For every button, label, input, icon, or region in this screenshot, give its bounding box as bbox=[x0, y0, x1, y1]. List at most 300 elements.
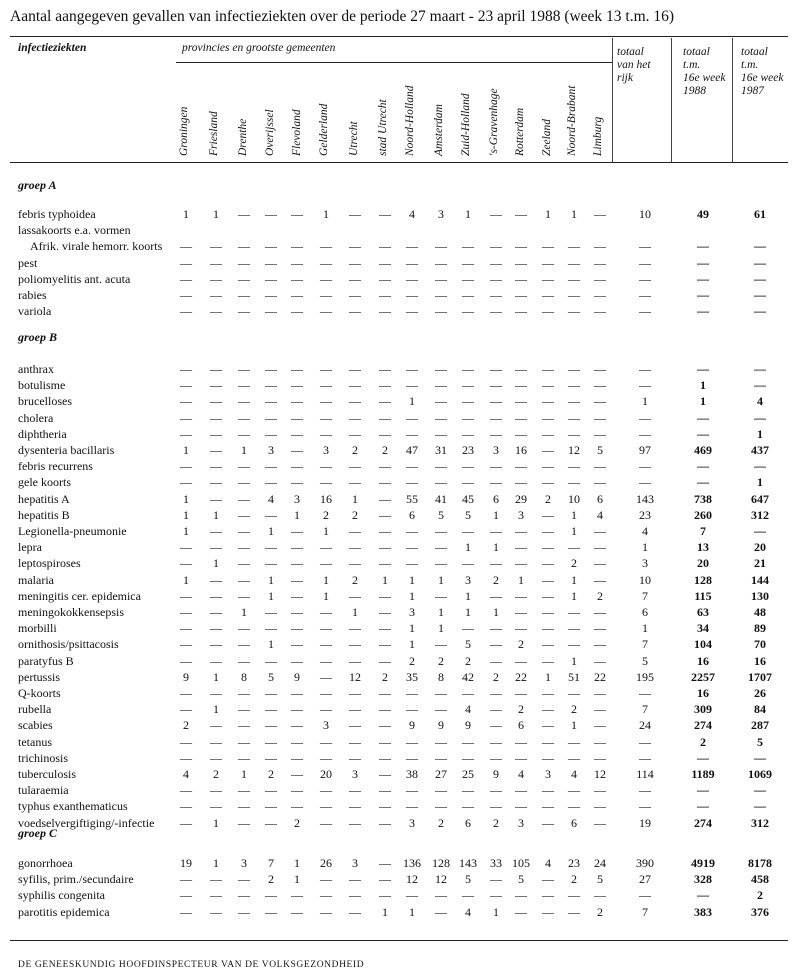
cell-value: — bbox=[542, 872, 554, 887]
total-1988-header-line: t.m. bbox=[683, 59, 701, 71]
cell-value: 1 bbox=[493, 605, 499, 619]
cell-value: — bbox=[238, 783, 250, 798]
total-rijk-value: — bbox=[639, 750, 651, 765]
cell-value: — bbox=[349, 653, 361, 668]
cell-value: — bbox=[594, 524, 606, 538]
cell-value: — bbox=[568, 904, 580, 919]
cell-value: 29 bbox=[515, 491, 527, 506]
total-1988-value: 1189 bbox=[691, 767, 715, 781]
total-rijk-value: 7 bbox=[642, 588, 648, 603]
cell-value: — bbox=[265, 255, 277, 270]
cell-value: 23 bbox=[568, 856, 580, 870]
cell-value: — bbox=[265, 686, 277, 700]
cell-value: — bbox=[594, 718, 606, 733]
cell-value: — bbox=[349, 718, 361, 733]
cell-value: — bbox=[594, 378, 606, 393]
cell-value: — bbox=[379, 605, 391, 619]
total-1988-value: 20 bbox=[697, 556, 709, 571]
cell-value: 10 bbox=[568, 491, 580, 506]
cell-value: — bbox=[568, 888, 580, 903]
cell-value: — bbox=[238, 799, 250, 814]
cell-value: — bbox=[349, 410, 361, 425]
total-1987-value: — bbox=[754, 799, 766, 814]
cell-value: — bbox=[462, 362, 474, 376]
table-row bbox=[0, 669, 800, 685]
cell-value: 1 bbox=[409, 588, 415, 603]
cell-value: — bbox=[291, 637, 303, 652]
cell-value: — bbox=[515, 750, 527, 765]
cell-value: — bbox=[490, 426, 502, 441]
cell-value: 1 bbox=[323, 207, 329, 221]
cell-value: — bbox=[542, 750, 554, 765]
disease-name: typhus exanthematicus bbox=[18, 799, 128, 814]
cell-value: — bbox=[542, 734, 554, 749]
cell-value: — bbox=[515, 255, 527, 270]
cell-value: 23 bbox=[462, 443, 474, 457]
cell-value: — bbox=[210, 362, 222, 376]
total-rijk-value: 4 bbox=[642, 524, 648, 538]
cell-value: — bbox=[180, 588, 192, 603]
cell-value: 1 bbox=[352, 491, 358, 506]
cell-value: — bbox=[462, 556, 474, 571]
total-1987-header-line: t.m. bbox=[741, 59, 759, 71]
cell-value: — bbox=[435, 904, 447, 919]
cell-value: — bbox=[238, 304, 250, 319]
cell-value: — bbox=[180, 394, 192, 409]
cell-value: — bbox=[320, 872, 332, 887]
table-row bbox=[0, 361, 800, 377]
column-header-label: Noord-Holland bbox=[404, 85, 416, 156]
cell-value: — bbox=[542, 605, 554, 619]
disease-name: pertussis bbox=[18, 669, 60, 684]
total-rijk-value: 7 bbox=[642, 904, 648, 919]
cell-value: — bbox=[210, 734, 222, 749]
cell-value: — bbox=[210, 637, 222, 652]
cell-value: — bbox=[291, 572, 303, 587]
cell-value: — bbox=[349, 734, 361, 749]
total-rijk-value: 6 bbox=[642, 605, 648, 619]
total-rijk-value: 114 bbox=[636, 767, 654, 781]
cell-value: — bbox=[349, 207, 361, 221]
cell-value: — bbox=[320, 605, 332, 619]
table-row bbox=[0, 782, 800, 798]
cell-value: — bbox=[515, 288, 527, 302]
cell-value: 12 bbox=[435, 872, 447, 887]
cell-value: — bbox=[490, 475, 502, 490]
cell-value: — bbox=[349, 799, 361, 814]
total-1988-value: — bbox=[697, 888, 709, 903]
cell-value: 1 bbox=[352, 605, 358, 619]
disease-name: voedselvergiftiging/-infectie bbox=[18, 815, 155, 830]
cell-value: 3 bbox=[294, 491, 300, 506]
cell-value: — bbox=[238, 588, 250, 603]
table-row bbox=[0, 620, 800, 636]
table-row bbox=[0, 271, 800, 287]
table-row bbox=[0, 206, 800, 222]
cell-value: — bbox=[435, 271, 447, 286]
cell-value: — bbox=[210, 572, 222, 587]
total-1988-value: 104 bbox=[694, 637, 712, 652]
total-1988-value: 1 bbox=[700, 378, 706, 393]
cell-value: — bbox=[238, 475, 250, 490]
cell-value: — bbox=[490, 621, 502, 636]
disease-name: anthrax bbox=[18, 362, 54, 376]
cell-value: 9 bbox=[183, 669, 189, 684]
total-1987-value: 287 bbox=[751, 718, 769, 733]
disease-name: cholera bbox=[18, 410, 54, 425]
cell-value: 4 bbox=[268, 491, 274, 506]
cell-value: — bbox=[594, 410, 606, 425]
cell-value: — bbox=[349, 304, 361, 319]
cell-value: — bbox=[379, 540, 391, 555]
cell-value: — bbox=[542, 524, 554, 538]
cell-value: — bbox=[291, 207, 303, 221]
cell-value: — bbox=[265, 653, 277, 668]
cell-value: 1 bbox=[493, 904, 499, 919]
cell-value: 55 bbox=[406, 491, 418, 506]
table-row bbox=[0, 458, 800, 474]
cell-value: — bbox=[320, 734, 332, 749]
top-rule bbox=[10, 36, 788, 37]
cell-value: — bbox=[379, 815, 391, 830]
cell-value: — bbox=[379, 255, 391, 270]
cell-value: — bbox=[435, 783, 447, 798]
cell-value: — bbox=[238, 637, 250, 652]
cell-value: — bbox=[515, 378, 527, 393]
cell-value: — bbox=[515, 621, 527, 636]
table-row bbox=[0, 871, 800, 887]
cell-value: — bbox=[238, 507, 250, 522]
cell-value: 1 bbox=[213, 856, 219, 870]
cell-value: — bbox=[568, 799, 580, 814]
total-1987-value: 21 bbox=[754, 556, 766, 571]
cell-value: — bbox=[238, 207, 250, 221]
cell-value: — bbox=[180, 621, 192, 636]
cell-value: — bbox=[180, 605, 192, 619]
cell-value: 2 bbox=[294, 815, 300, 830]
disease-name: meningitis cer. epidemica bbox=[18, 588, 141, 603]
total-1988-value: 260 bbox=[694, 507, 712, 522]
total-1988-value: 115 bbox=[694, 588, 712, 603]
disease-name: scabies bbox=[18, 718, 53, 733]
cell-value: — bbox=[594, 572, 606, 587]
cell-value: — bbox=[594, 799, 606, 814]
cell-value: — bbox=[291, 443, 303, 457]
cell-value: — bbox=[238, 378, 250, 393]
cell-value: — bbox=[349, 702, 361, 717]
cell-value: — bbox=[490, 524, 502, 538]
cell-value: — bbox=[180, 904, 192, 919]
cell-value: — bbox=[349, 872, 361, 887]
total-1987-value: 1069 bbox=[748, 767, 772, 781]
cell-value: — bbox=[238, 271, 250, 286]
cell-value: — bbox=[379, 783, 391, 798]
cell-value: — bbox=[542, 443, 554, 457]
cell-value: — bbox=[210, 904, 222, 919]
cell-value: — bbox=[210, 304, 222, 319]
total-1987-value: 312 bbox=[751, 507, 769, 522]
cell-value: 1 bbox=[409, 572, 415, 587]
cell-value: — bbox=[379, 588, 391, 603]
cell-value: — bbox=[265, 783, 277, 798]
cell-value: — bbox=[435, 686, 447, 700]
cell-value: — bbox=[515, 653, 527, 668]
cell-value: 2 bbox=[493, 815, 499, 830]
cell-value: — bbox=[406, 524, 418, 538]
cell-value: — bbox=[462, 410, 474, 425]
cell-value: — bbox=[406, 799, 418, 814]
cell-value: — bbox=[238, 621, 250, 636]
cell-value: — bbox=[379, 686, 391, 700]
cell-value: 3 bbox=[518, 507, 524, 522]
cell-value: — bbox=[180, 815, 192, 830]
table-row bbox=[0, 636, 800, 652]
cell-value: — bbox=[379, 507, 391, 522]
cell-value: — bbox=[542, 288, 554, 302]
cell-value: 16 bbox=[515, 443, 527, 457]
table-row bbox=[0, 491, 800, 507]
total-1988-value: 49 bbox=[697, 207, 709, 221]
total-rijk-value: 1 bbox=[642, 621, 648, 636]
total-1987-value: — bbox=[754, 239, 766, 254]
cell-value: 3 bbox=[409, 815, 415, 830]
cell-value: 2 bbox=[352, 507, 358, 522]
cell-value: — bbox=[406, 271, 418, 286]
cell-value: 12 bbox=[594, 767, 606, 781]
cell-value: 1 bbox=[268, 588, 274, 603]
cell-value: — bbox=[379, 410, 391, 425]
cell-value: — bbox=[180, 410, 192, 425]
cell-value: — bbox=[320, 288, 332, 302]
total-1988-value: — bbox=[697, 410, 709, 425]
total-1988-value: 274 bbox=[694, 815, 712, 830]
table-row bbox=[0, 717, 800, 733]
cell-value: — bbox=[435, 255, 447, 270]
cell-value: — bbox=[406, 750, 418, 765]
cell-value: — bbox=[320, 410, 332, 425]
total-1988-header-line: 16e week bbox=[683, 72, 726, 84]
column-header-label: Noord-Brabant bbox=[566, 85, 578, 156]
cell-value: — bbox=[515, 475, 527, 490]
cell-value: — bbox=[462, 288, 474, 302]
cell-value: — bbox=[542, 459, 554, 474]
table-row bbox=[0, 734, 800, 750]
table-row bbox=[0, 255, 800, 271]
cell-value: 3 bbox=[323, 718, 329, 733]
cell-value: — bbox=[435, 410, 447, 425]
cell-value: — bbox=[490, 702, 502, 717]
cell-value: 3 bbox=[518, 815, 524, 830]
cell-value: 136 bbox=[403, 856, 421, 870]
cell-value: — bbox=[406, 734, 418, 749]
total-rijk-value: — bbox=[639, 426, 651, 441]
cell-value: — bbox=[320, 904, 332, 919]
total-rijk-value: — bbox=[639, 271, 651, 286]
cell-value: — bbox=[320, 637, 332, 652]
cell-value: 16 bbox=[320, 491, 332, 506]
cell-value: — bbox=[379, 750, 391, 765]
table-row bbox=[0, 410, 800, 426]
cell-value: — bbox=[490, 637, 502, 652]
total-1987-value: 437 bbox=[751, 443, 769, 457]
cell-value: 1 bbox=[465, 605, 471, 619]
total-1988-value: — bbox=[697, 239, 709, 254]
total-1988-value: 34 bbox=[697, 621, 709, 636]
cell-value: 2 bbox=[352, 572, 358, 587]
table-row bbox=[0, 555, 800, 571]
cell-value: 1 bbox=[465, 540, 471, 555]
cell-value: — bbox=[291, 734, 303, 749]
total-1987-header-line: 1987 bbox=[741, 85, 764, 97]
cell-value: 2 bbox=[352, 443, 358, 457]
cell-value: — bbox=[490, 239, 502, 254]
cell-value: 8 bbox=[241, 669, 247, 684]
total-1987-value: 48 bbox=[754, 605, 766, 619]
table-row bbox=[0, 474, 800, 490]
total-1987-value: 647 bbox=[751, 491, 769, 506]
cell-value: — bbox=[542, 239, 554, 254]
cell-value: 4 bbox=[465, 904, 471, 919]
cell-value: — bbox=[568, 410, 580, 425]
cell-value: — bbox=[349, 888, 361, 903]
total-1988-value: — bbox=[697, 459, 709, 474]
cell-value: 3 bbox=[268, 443, 274, 457]
cell-value: — bbox=[515, 394, 527, 409]
cell-value: — bbox=[542, 378, 554, 393]
cell-value: — bbox=[238, 524, 250, 538]
cell-value: — bbox=[594, 288, 606, 302]
cell-value: — bbox=[515, 799, 527, 814]
cell-value: — bbox=[435, 459, 447, 474]
cell-value: — bbox=[291, 524, 303, 538]
total-1987-value: 89 bbox=[754, 621, 766, 636]
table-row bbox=[0, 377, 800, 393]
bottom-rule bbox=[10, 940, 788, 941]
cell-value: — bbox=[490, 271, 502, 286]
cell-value: — bbox=[291, 459, 303, 474]
total-1988-value: 1 bbox=[700, 394, 706, 409]
cell-value: — bbox=[180, 304, 192, 319]
cell-value: — bbox=[568, 394, 580, 409]
cell-value: 1 bbox=[213, 669, 219, 684]
cell-value: — bbox=[320, 239, 332, 254]
cell-value: 4 bbox=[597, 507, 603, 522]
cell-value: — bbox=[210, 540, 222, 555]
cell-value: — bbox=[349, 783, 361, 798]
cell-value: — bbox=[462, 750, 474, 765]
total-rijk-value: 23 bbox=[639, 507, 651, 522]
cell-value: — bbox=[568, 459, 580, 474]
cell-value: 1 bbox=[545, 207, 551, 221]
cell-value: — bbox=[542, 637, 554, 652]
cell-value: — bbox=[435, 750, 447, 765]
cell-value: — bbox=[462, 255, 474, 270]
total-1987-value: 4 bbox=[757, 394, 763, 409]
cell-value: — bbox=[291, 394, 303, 409]
disease-name: variola bbox=[18, 304, 52, 319]
cell-value: — bbox=[490, 459, 502, 474]
column-header-label: Utrecht bbox=[348, 121, 360, 156]
total-rijk-value: 24 bbox=[639, 718, 651, 733]
total-rijk-value: 97 bbox=[639, 443, 651, 457]
cell-value: — bbox=[568, 271, 580, 286]
cell-value: 1 bbox=[409, 637, 415, 652]
footer-signature: DE GENEESKUNDIG HOOFDINSPECTEUR VAN DE VOLKSGEZONDHEID bbox=[18, 960, 365, 970]
cell-value: — bbox=[462, 783, 474, 798]
total-1987-value: 1 bbox=[757, 475, 763, 490]
cell-value: — bbox=[490, 378, 502, 393]
cell-value: — bbox=[515, 888, 527, 903]
header-rule bbox=[10, 162, 788, 163]
table-row bbox=[0, 815, 800, 831]
cell-value: — bbox=[291, 605, 303, 619]
cell-value: — bbox=[542, 621, 554, 636]
cell-value: — bbox=[379, 475, 391, 490]
total-rijk-value: 3 bbox=[642, 556, 648, 571]
cell-value: — bbox=[238, 815, 250, 830]
cell-value: — bbox=[210, 426, 222, 441]
cell-value: — bbox=[406, 426, 418, 441]
cell-value: — bbox=[320, 621, 332, 636]
cell-value: — bbox=[542, 394, 554, 409]
cell-value: — bbox=[515, 783, 527, 798]
cell-value: 3 bbox=[438, 207, 444, 221]
cell-value: — bbox=[265, 362, 277, 376]
cell-value: — bbox=[515, 904, 527, 919]
total-rijk-header bbox=[617, 46, 651, 85]
cell-value: — bbox=[490, 734, 502, 749]
cell-value: — bbox=[210, 288, 222, 302]
cell-value: — bbox=[320, 459, 332, 474]
total-1987-value: 16 bbox=[754, 653, 766, 668]
cell-value: — bbox=[291, 378, 303, 393]
cell-value: — bbox=[542, 718, 554, 733]
cell-value: — bbox=[490, 362, 502, 376]
total-1987-header bbox=[741, 46, 783, 98]
cell-value: — bbox=[490, 207, 502, 221]
total-1987-value: — bbox=[754, 378, 766, 393]
total-rijk-value: 19 bbox=[639, 815, 651, 830]
group-heading: groep A bbox=[18, 178, 57, 192]
cell-value: — bbox=[291, 362, 303, 376]
cell-value: — bbox=[265, 271, 277, 286]
cell-value: — bbox=[210, 410, 222, 425]
disease-name: malaria bbox=[18, 572, 54, 587]
cell-value: 1 bbox=[438, 605, 444, 619]
cell-value: 1 bbox=[213, 556, 219, 571]
cell-value: — bbox=[180, 378, 192, 393]
cell-value: 19 bbox=[180, 856, 192, 870]
cell-value: — bbox=[320, 783, 332, 798]
cell-value: — bbox=[379, 362, 391, 376]
cell-value: 31 bbox=[435, 443, 447, 457]
cell-value: — bbox=[568, 734, 580, 749]
cell-value: 7 bbox=[268, 856, 274, 870]
column-header-label: Drenthe bbox=[237, 118, 249, 156]
cell-value: — bbox=[462, 378, 474, 393]
cell-value: — bbox=[320, 750, 332, 765]
cell-value: — bbox=[180, 540, 192, 555]
cell-value: 2 bbox=[597, 588, 603, 603]
cell-value: 6 bbox=[465, 815, 471, 830]
cell-value: — bbox=[542, 653, 554, 668]
disease-name: paratyfus B bbox=[18, 653, 74, 668]
total-rijk-value: 27 bbox=[639, 872, 651, 887]
cell-value: — bbox=[594, 653, 606, 668]
cell-value: — bbox=[542, 686, 554, 700]
total-1988-value: — bbox=[697, 255, 709, 270]
cell-value: 2 bbox=[213, 767, 219, 781]
